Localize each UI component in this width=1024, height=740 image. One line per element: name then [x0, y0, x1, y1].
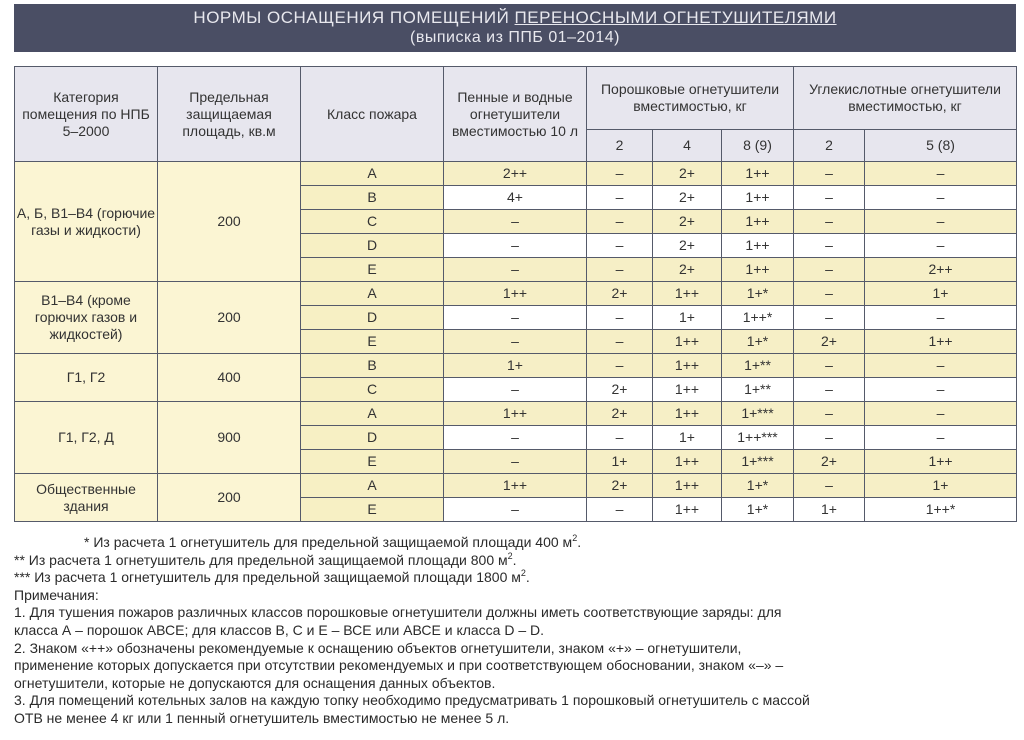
- value-cell: 1+: [794, 498, 865, 522]
- value-cell: 1+*: [722, 474, 794, 498]
- table-row: [15, 162, 1017, 186]
- fire-class-cell: D: [301, 426, 444, 450]
- value-cell: 2+: [794, 330, 865, 354]
- value-cell: –: [587, 186, 653, 210]
- value-cell: 1+: [444, 354, 587, 378]
- fire-class-cell: A: [301, 282, 444, 306]
- fire-class-cell: C: [301, 210, 444, 234]
- fire-class-cell: A: [301, 402, 444, 426]
- value-cell: 1++: [444, 282, 587, 306]
- value-cell: –: [587, 162, 653, 186]
- value-cell: –: [865, 378, 1017, 402]
- value-cell: 2+: [653, 186, 722, 210]
- header-category: Категория помещения по НПБ 5–2000: [15, 67, 158, 162]
- header-foam: Пенные и водные огнетушители вместимостью 10 л: [444, 67, 587, 162]
- value-cell: –: [587, 306, 653, 330]
- fire-class-cell: B: [301, 354, 444, 378]
- value-cell: 1+: [653, 306, 722, 330]
- area-cell: 200: [158, 282, 301, 354]
- value-cell: 2+: [587, 402, 653, 426]
- value-cell: 2+: [653, 258, 722, 282]
- title-underlined: ПЕРЕНОСНЫМИ ОГНЕТУШИТЕЛЯМИ: [514, 8, 837, 27]
- value-cell: –: [444, 306, 587, 330]
- value-cell: –: [794, 210, 865, 234]
- value-cell: –: [444, 426, 587, 450]
- fire-class-cell: D: [301, 234, 444, 258]
- value-cell: 1++: [653, 498, 722, 522]
- value-cell: –: [865, 402, 1017, 426]
- fire-class-cell: A: [301, 474, 444, 498]
- value-cell: –: [794, 186, 865, 210]
- note-1: 1. Для тушения пожаров различных классов порошковые огнетушители должны иметь соответствующие заряды: для класса А – порошок АВСЕ; для классов В, С и Е – ВСЕ или АВСЕ и класса D – D.: [14, 604, 782, 638]
- table-row: [15, 402, 1017, 426]
- area-cell: 200: [158, 162, 301, 282]
- footnote-star2: ** Из расчета 1 огнетушитель для предельной защищаемой площади 800 $м^2$.: [14, 550, 517, 568]
- value-cell: 1++*: [865, 498, 1017, 522]
- category-cell: А, Б, В1–В4 (горючие газы и жидкости): [15, 162, 158, 282]
- value-cell: –: [865, 210, 1017, 234]
- value-cell: 4+: [444, 186, 587, 210]
- value-cell: 1++***: [722, 426, 794, 450]
- header-area: Предельная защищаемая площадь, кв.м: [158, 67, 301, 162]
- value-cell: 1++: [653, 402, 722, 426]
- value-cell: 1++: [653, 378, 722, 402]
- value-cell: 2+: [653, 162, 722, 186]
- category-cell: Г1, Г2, Д: [15, 402, 158, 474]
- value-cell: 2+: [653, 234, 722, 258]
- category-cell: Г1, Г2: [15, 354, 158, 402]
- category-cell: В1–В4 (кроме горючих газов и жидкостей): [15, 282, 158, 354]
- header-powder: Порошковые огнетушители вместимостью, кг: [587, 67, 794, 130]
- notes-section: [14, 534, 1016, 728]
- value-cell: 2++: [444, 162, 587, 186]
- value-cell: –: [865, 354, 1017, 378]
- value-cell: 1++: [653, 282, 722, 306]
- value-cell: 1+**: [722, 378, 794, 402]
- value-cell: 1+: [653, 426, 722, 450]
- value-cell: –: [587, 426, 653, 450]
- value-cell: 1++: [444, 402, 587, 426]
- value-cell: –: [865, 234, 1017, 258]
- table-row: [15, 282, 1017, 306]
- value-cell: –: [444, 210, 587, 234]
- value-cell: –: [794, 474, 865, 498]
- norms-table: [14, 66, 1017, 522]
- footnote-star3: *** Из расчета 1 огнетушитель для предельной защищаемой площади 1800 $м^2$.: [14, 568, 530, 586]
- value-cell: –: [794, 282, 865, 306]
- value-cell: 2+: [794, 450, 865, 474]
- area-cell: 400: [158, 354, 301, 402]
- value-cell: –: [794, 162, 865, 186]
- area-cell: 900: [158, 402, 301, 474]
- value-cell: –: [444, 234, 587, 258]
- value-cell: –: [865, 426, 1017, 450]
- value-cell: –: [794, 426, 865, 450]
- area-cell: 200: [158, 474, 301, 522]
- header-powder-size: 8 (9): [722, 130, 794, 162]
- value-cell: 1++: [653, 354, 722, 378]
- value-cell: 1++: [865, 330, 1017, 354]
- value-cell: –: [444, 378, 587, 402]
- header-co2-size: 2: [794, 130, 865, 162]
- value-cell: –: [865, 186, 1017, 210]
- notes-heading: Примечания:: [14, 586, 99, 603]
- value-cell: –: [587, 258, 653, 282]
- page-title: НОРМЫ ОСНАЩЕНИЯ ПОМЕЩЕНИЙ ПЕРЕНОСНЫМИ ОГНЕТУШИТЕЛЯМИ: [193, 8, 837, 27]
- table-row: [15, 474, 1017, 498]
- header-co2-size: 5 (8): [865, 130, 1017, 162]
- value-cell: 1+*: [722, 330, 794, 354]
- value-cell: –: [587, 330, 653, 354]
- value-cell: –: [794, 354, 865, 378]
- fire-class-cell: C: [301, 378, 444, 402]
- value-cell: 1++: [722, 234, 794, 258]
- fire-class-cell: A: [301, 162, 444, 186]
- note-2: 2. Знаком «++» обозначены рекомендуемые к оснащению объектов огнетушители, знаком «+» – огнетушители, применение которых допускается при отсутствии рекомендуемых и при соответствующем обосновании, знаком «–» – огнетушители, которые не допускаются для оснащения данных объектов.: [14, 639, 784, 691]
- value-cell: –: [794, 402, 865, 426]
- value-cell: 1++: [444, 474, 587, 498]
- value-cell: 1+: [587, 450, 653, 474]
- fire-class-cell: B: [301, 186, 444, 210]
- fire-class-cell: D: [301, 306, 444, 330]
- value-cell: 1++: [865, 450, 1017, 474]
- value-cell: 1+: [865, 282, 1017, 306]
- value-cell: 2+: [587, 474, 653, 498]
- value-cell: 1++*: [722, 306, 794, 330]
- value-cell: –: [794, 378, 865, 402]
- value-cell: 1++: [722, 162, 794, 186]
- value-cell: 1++: [653, 450, 722, 474]
- value-cell: 1++: [722, 258, 794, 282]
- value-cell: 2+: [653, 210, 722, 234]
- value-cell: 1++: [722, 210, 794, 234]
- header-co2: Углекислотные огнетушители вместимостью, кг: [794, 67, 1017, 130]
- value-cell: 1+*: [722, 282, 794, 306]
- value-cell: –: [444, 258, 587, 282]
- value-cell: –: [444, 330, 587, 354]
- table-row: [15, 354, 1017, 378]
- footnote-star1: * Из расчета 1 огнетушитель для предельной защищаемой площади 400 $м^2$.: [84, 533, 582, 550]
- fire-class-cell: E: [301, 258, 444, 282]
- title-banner: [14, 4, 1016, 52]
- fire-class-cell: E: [301, 330, 444, 354]
- value-cell: –: [865, 306, 1017, 330]
- value-cell: –: [794, 234, 865, 258]
- value-cell: –: [444, 498, 587, 522]
- value-cell: –: [794, 258, 865, 282]
- value-cell: 1++: [653, 474, 722, 498]
- note-3: 3. Для помещений котельных залов на каждую топку необходимо предусматривать 1 порошковый огнетушитель с массой ОТВ не менее 4 кг или 1 пенный огнетушитель вместимостью не менее 5 л.: [14, 692, 810, 726]
- value-cell: 1+***: [722, 450, 794, 474]
- header-powder-size: 2: [587, 130, 653, 162]
- value-cell: 1+***: [722, 402, 794, 426]
- value-cell: –: [587, 210, 653, 234]
- value-cell: –: [587, 354, 653, 378]
- category-cell: Общественные здания: [15, 474, 158, 522]
- page-subtitle: (выписка из ППБ 01–2014): [410, 29, 620, 46]
- value-cell: –: [444, 450, 587, 474]
- value-cell: –: [587, 234, 653, 258]
- value-cell: 1+*: [722, 498, 794, 522]
- value-cell: 1++: [722, 186, 794, 210]
- value-cell: 2+: [587, 282, 653, 306]
- value-cell: 2++: [865, 258, 1017, 282]
- value-cell: –: [865, 162, 1017, 186]
- header-powder-size: 4: [653, 130, 722, 162]
- fire-class-cell: E: [301, 450, 444, 474]
- value-cell: 1++: [653, 330, 722, 354]
- value-cell: –: [587, 498, 653, 522]
- value-cell: –: [794, 306, 865, 330]
- header-fire-class: Класс пожара: [301, 67, 444, 162]
- value-cell: 2+: [587, 378, 653, 402]
- table-body: [15, 162, 1017, 522]
- value-cell: 1+**: [722, 354, 794, 378]
- value-cell: 1+: [865, 474, 1017, 498]
- fire-class-cell: E: [301, 498, 444, 522]
